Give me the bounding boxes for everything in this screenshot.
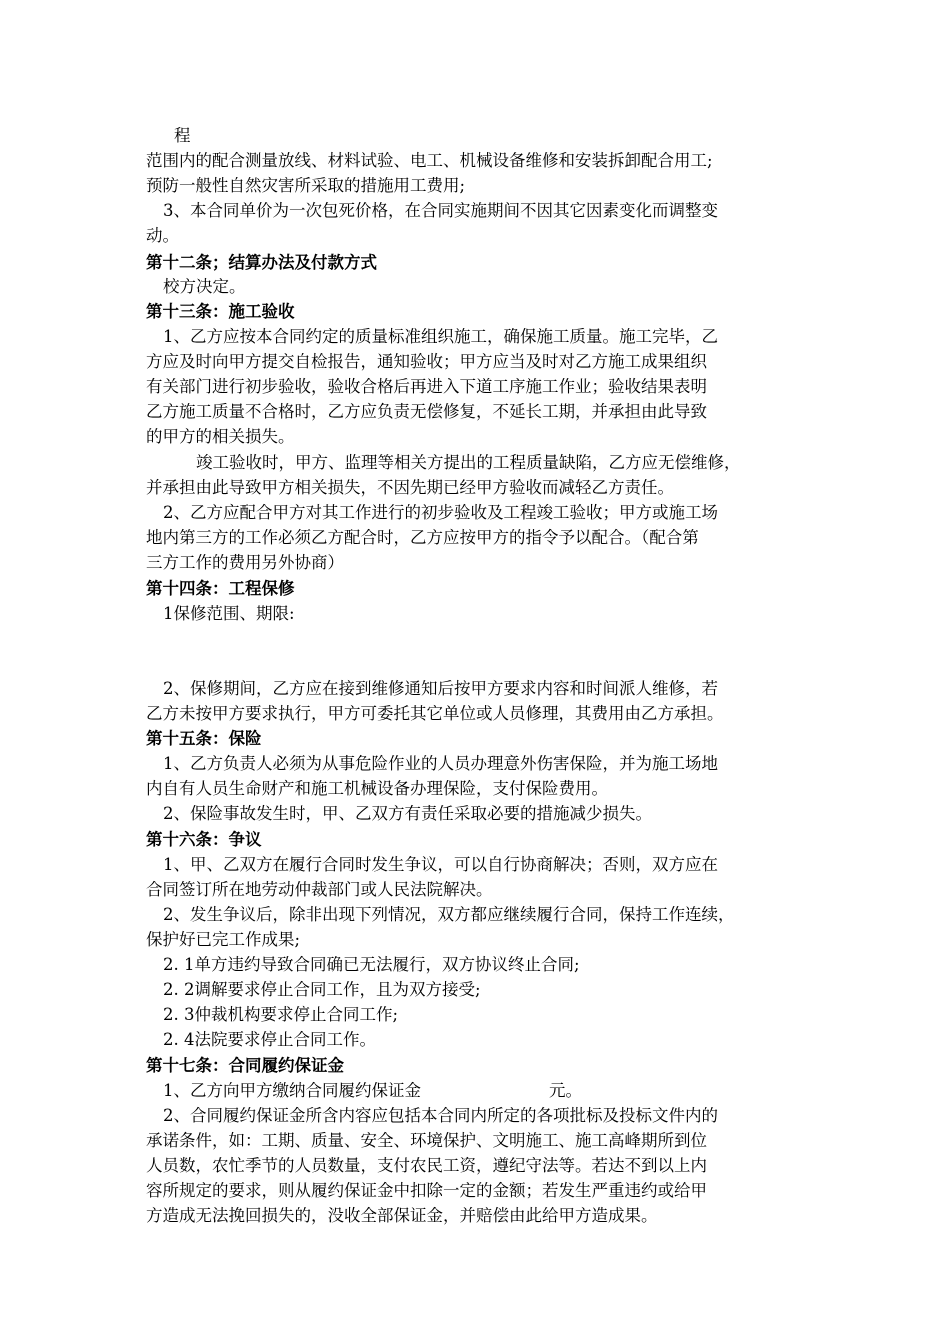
text-line: 2. 3仲裁机构要求停止合同工作;: [163, 1005, 399, 1024]
text-line: 乙方施工质量不合格时，乙方应负责无偿修复，不延长工期，并承担由此导致: [146, 402, 707, 421]
text-line: 范围内的配合测量放线、材料试验、电工、机械设备维修和安装拆卸配合用工;: [146, 151, 713, 170]
text-line: 2、乙方应配合甲方对其工作进行的初步验收及工程竣工验收；甲方或施工场: [163, 503, 718, 522]
deposit-unit: 元。: [549, 1081, 582, 1100]
text-line: 并承担由此导致甲方相关损失，不因先期已经甲方验收而减轻乙方责任。: [146, 478, 674, 497]
section-heading-12: 第十二条；结算办法及付款方式: [146, 253, 377, 272]
section-heading-13: 第十三条：施工验收: [146, 302, 295, 321]
text-line: 1保修范围、期限:: [163, 604, 295, 623]
text-line: 2、发生争议后，除非出现下列情况，双方都应继续履行合同，保持工作连续，: [163, 905, 735, 924]
text-line: 程: [174, 126, 191, 145]
text-line: 2、保修期间，乙方应在接到维修通知后按甲方要求内容和时间派人维修，若: [163, 679, 718, 698]
text-line: 2. 2调解要求停止合同工作，且为双方接受;: [163, 980, 481, 999]
text-line: 1、乙方负责人必须为从事危险作业的人员办理意外伤害保险，并为施工场地: [163, 754, 718, 773]
text-line: 竣工验收时，甲方、监理等相关方提出的工程质量缺陷，乙方应无偿维修，: [196, 453, 741, 472]
text-line: 有关部门进行初步验收，验收合格后再进入下道工序施工作业；验收结果表明: [146, 377, 707, 396]
text-line: 2、保险事故发生时，甲、乙双方有责任采取必要的措施减少损失。: [163, 804, 652, 823]
text-line: 2. 4法院要求停止合同工作。: [163, 1030, 376, 1049]
text-line: 方应及时向甲方提交自检报告，通知验收；甲方应当及时对乙方施工成果组织: [146, 352, 707, 371]
text-line: 容所规定的要求，则从履约保证金中扣除一定的金额；若发生严重违约或给甲: [146, 1181, 707, 1200]
text-line: 1、甲、乙双方在履行合同时发生争议，可以自行协商解决；否则，双方应在: [163, 855, 718, 874]
text-line: 三方工作的费用另外协商）: [146, 553, 344, 572]
section-heading-14: 第十四条：工程保修: [146, 579, 295, 598]
deposit-line: [163, 1080, 582, 1102]
text-line: 预防一般性自然灾害所采取的措施用工费用;: [146, 176, 466, 195]
text-line: 2. 1单方违约导致合同确已无法履行，双方协议终止合同;: [163, 955, 580, 974]
text-line: 地内第三方的工作必须乙方配合时，乙方应按甲方的指令予以配合。（配合第: [146, 528, 699, 547]
text-line: 校方决定。: [163, 277, 246, 296]
text-line: 承诺条件，如：工期、质量、安全、环境保护、文明施工、施工高峰期所到位: [146, 1131, 707, 1150]
text-line: 方造成无法挽回损失的，没收全部保证金，并赔偿由此给甲方造成果。: [146, 1206, 658, 1225]
text-line: 1、乙方应按本合同约定的质量标准组织施工，确保施工质量。施工完毕，乙: [163, 327, 718, 346]
section-heading-15: 第十五条：保险: [146, 729, 262, 748]
text-line: 合同签订所在地劳动仲裁部门或人民法院解决。: [146, 880, 493, 899]
text-line: 2、合同履约保证金所含内容应包括本合同内所定的各项批标及投标文件内的: [163, 1106, 718, 1125]
text-line: 动。: [146, 226, 179, 245]
section-heading-17: 第十七条：合同履约保证金: [146, 1056, 344, 1075]
text-line: 内自有人员生命财产和施工机械设备办理保险，支付保险费用。: [146, 779, 608, 798]
deposit-text: 1、乙方向甲方缴纳合同履约保证金: [163, 1081, 421, 1100]
section-heading-16: 第十六条：争议: [146, 830, 262, 849]
text-line: 的甲方的相关损失。: [146, 427, 295, 446]
text-line: 乙方未按甲方要求执行，甲方可委托其它单位或人员修理，其费用由乙方承担。: [146, 704, 724, 723]
text-line: 3、本合同单价为一次包死价格，在合同实施期间不因其它因素变化而调整变: [163, 201, 718, 220]
text-line: 保护好已完工作成果;: [146, 930, 301, 949]
text-line: 人员数，农忙季节的人员数量，支付农民工资，遵纪守法等。若达不到以上内: [146, 1156, 707, 1175]
